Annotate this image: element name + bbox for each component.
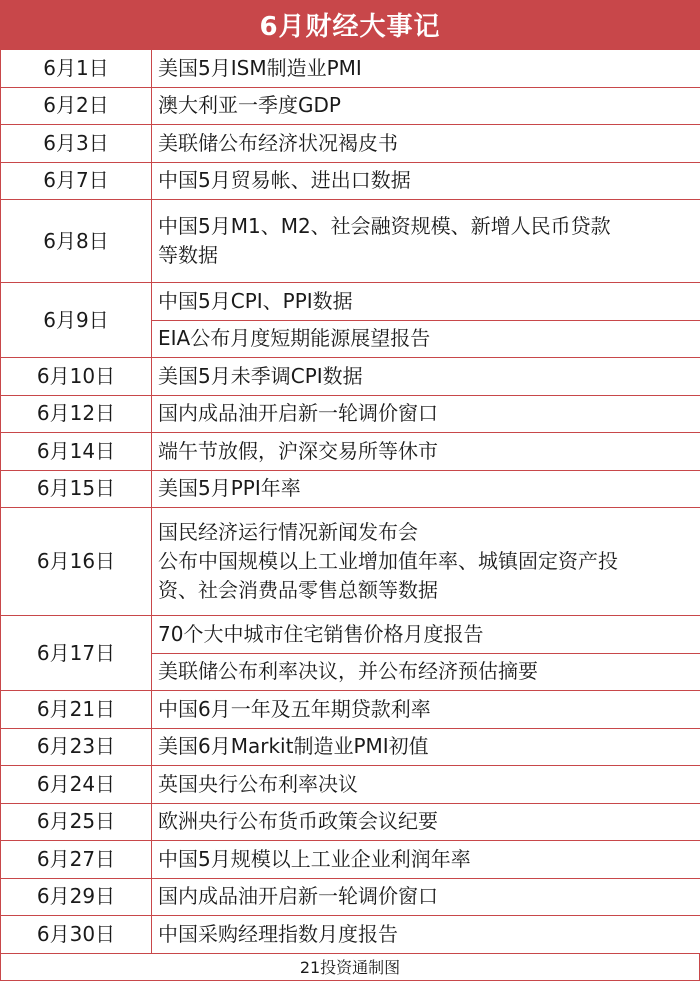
event-description-line: 美国5月PPI年率: [158, 476, 301, 501]
event-description: [152, 616, 700, 654]
event-row: [1, 470, 700, 508]
event-description: [152, 125, 700, 163]
event-description: [152, 433, 700, 471]
event-description-line: 澳大利亚一季度GDP: [158, 93, 341, 118]
event-description: [152, 653, 700, 691]
event-description-line: 美国5月ISM制造业PMI: [158, 55, 362, 80]
source-credit: 21投资通制图: [0, 954, 700, 981]
event-description-line: 美国5月未季调CPI数据: [158, 363, 363, 388]
event-row: [1, 125, 700, 163]
events-table: [0, 49, 700, 954]
event-date: 6月9日: [1, 283, 152, 358]
event-row: [1, 766, 700, 804]
event-date: 6月30日: [1, 916, 152, 954]
event-row: [1, 433, 700, 471]
event-description-line: 中国5月规模以上工业企业利润年率: [158, 846, 471, 871]
event-description: [152, 803, 700, 841]
event-row: [1, 200, 700, 283]
event-row: [1, 358, 700, 396]
event-description: [152, 508, 700, 616]
event-description: [152, 162, 700, 200]
event-row: [1, 616, 700, 654]
event-date: 6月3日: [1, 125, 152, 163]
event-description-line: 公布中国规模以上工业增加值年率、城镇固定资产投: [158, 549, 618, 573]
event-description-line: 国内成品油开启新一轮调价窗口: [158, 884, 438, 909]
event-date: 6月14日: [1, 433, 152, 471]
event-description-line: 中国5月M1、M2、社会融资规模、新增人民币贷款: [158, 214, 611, 238]
event-date: 6月12日: [1, 395, 152, 433]
event-description: [152, 200, 700, 283]
event-date: 6月29日: [1, 878, 152, 916]
event-description: [152, 766, 700, 804]
event-date: 6月27日: [1, 841, 152, 879]
event-row: [1, 87, 700, 125]
event-description-line: 美联储公布经济状况褐皮书: [158, 130, 398, 155]
event-description-line: 中国5月贸易帐、进出口数据: [158, 168, 411, 193]
event-description-line: 美联储公布利率决议，并公布经济预估摘要: [158, 659, 538, 684]
event-description: [152, 395, 700, 433]
event-date: 6月25日: [1, 803, 152, 841]
event-date: 6月24日: [1, 766, 152, 804]
page-title: 6月财经大事记: [0, 0, 700, 49]
event-description-line: 等数据: [158, 243, 218, 267]
event-date: 6月1日: [1, 50, 152, 88]
event-description: [152, 841, 700, 879]
event-description: [152, 728, 700, 766]
event-description: [152, 87, 700, 125]
event-description-line: 端午节放假，沪深交易所等休市: [158, 438, 438, 463]
event-description-line: 资、社会消费品零售总额等数据: [158, 578, 438, 602]
event-description: [152, 320, 700, 358]
event-row: [1, 508, 700, 616]
event-row: [1, 841, 700, 879]
event-row: [1, 916, 700, 954]
event-row: [1, 691, 700, 729]
event-date: 6月10日: [1, 358, 152, 396]
event-row: [1, 878, 700, 916]
event-date: 6月2日: [1, 87, 152, 125]
event-description: [152, 878, 700, 916]
event-date: 6月17日: [1, 616, 152, 691]
event-description-line: 英国央行公布利率决议: [158, 771, 358, 796]
event-date: 6月7日: [1, 162, 152, 200]
event-description: [152, 283, 700, 321]
event-row: [1, 728, 700, 766]
event-date: 6月15日: [1, 470, 152, 508]
event-description-line: EIA公布月度短期能源展望报告: [158, 326, 431, 351]
event-description-line: 中国5月CPI、PPI数据: [158, 288, 353, 313]
event-date: 6月23日: [1, 728, 152, 766]
event-description-line: 中国6月一年及五年期贷款利率: [158, 696, 431, 721]
event-description: [152, 470, 700, 508]
event-description: [152, 916, 700, 954]
event-row: [1, 50, 700, 88]
event-description-line: 中国采购经理指数月度报告: [158, 921, 398, 946]
event-date: 6月21日: [1, 691, 152, 729]
event-row: [1, 162, 700, 200]
event-description-line: 70个大中城市住宅销售价格月度报告: [158, 621, 484, 646]
event-date: 6月16日: [1, 508, 152, 616]
event-description-line: 欧洲央行公布货币政策会议纪要: [158, 809, 438, 834]
event-row: [1, 395, 700, 433]
event-description: [152, 50, 700, 88]
event-row: [1, 803, 700, 841]
event-description-line: 美国6月Markit制造业PMI初值: [158, 734, 429, 759]
event-description-line: 国民经济运行情况新闻发布会: [158, 520, 418, 544]
event-description-line: 国内成品油开启新一轮调价窗口: [158, 401, 438, 426]
event-description: [152, 691, 700, 729]
event-row: [1, 283, 700, 321]
event-description: [152, 358, 700, 396]
event-date: 6月8日: [1, 200, 152, 283]
